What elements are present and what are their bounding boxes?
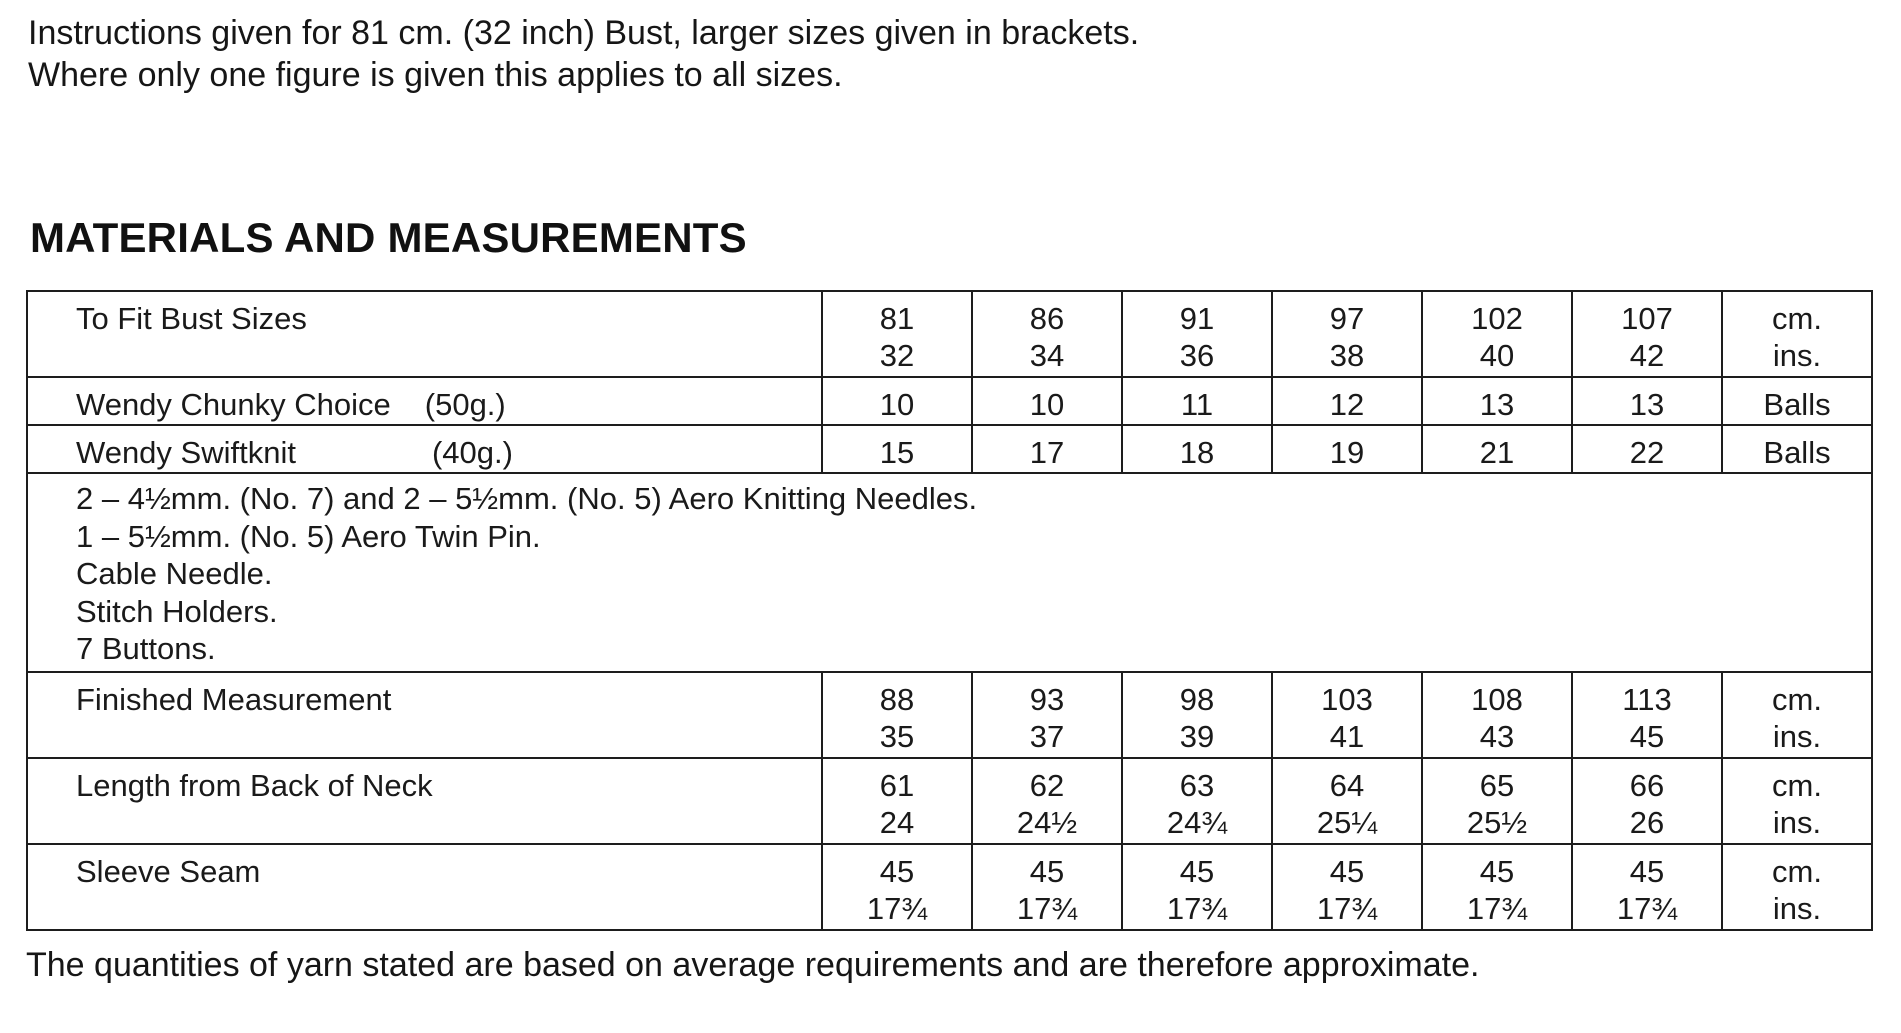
size-cell (972, 291, 1122, 377)
size-cell (972, 672, 1122, 758)
finished-label: Finished Measurement (76, 682, 392, 717)
yarn-chunky-value: 13 (1629, 387, 1665, 422)
sleeve-cm-value: 45 (1179, 854, 1215, 889)
finished-cm-value: 98 (1179, 682, 1215, 717)
unit-cell (1722, 425, 1872, 473)
yarn-swiftknit-value: 22 (1629, 435, 1665, 470)
unit-ins: ins. (1772, 719, 1822, 754)
row-label-cell (27, 672, 822, 758)
size-cell (1572, 758, 1722, 844)
finished-cm-value: 93 (1029, 682, 1065, 717)
size-cell (972, 425, 1122, 473)
bust-ins-value: 42 (1629, 338, 1665, 373)
sleeve-ins-value: 17¾ (1466, 891, 1528, 926)
yarn-chunky-value: 11 (1180, 387, 1214, 422)
yarn-swiftknit-row (27, 425, 1872, 473)
equipment-item: 1 – 5½mm. (No. 5) Aero Twin Pin. (76, 518, 541, 554)
size-cell (1572, 672, 1722, 758)
finished-measurement-row (27, 672, 1872, 758)
equipment-item: 2 – 4½mm. (No. 7) and 2 – 5½mm. (No. 5) Aero Knitting Needles. (76, 481, 978, 516)
unit-cm: cm. (1772, 301, 1822, 336)
size-cell (1122, 425, 1272, 473)
yarn-chunky-value: 13 (1479, 387, 1515, 422)
size-cell (972, 758, 1122, 844)
equipment-row (27, 473, 1872, 672)
size-cell (972, 377, 1122, 425)
size-cell (972, 844, 1122, 930)
row-label-cell (27, 425, 822, 473)
bust-cm-value: 107 (1621, 301, 1673, 336)
bust-cm-value: 97 (1329, 301, 1365, 336)
bust-sizes-row (27, 291, 1872, 377)
size-cell (1422, 672, 1572, 758)
size-cell (822, 377, 972, 425)
length-cm-value: 61 (879, 768, 915, 803)
unit-cell (1722, 758, 1872, 844)
bust-cm-value: 81 (879, 301, 915, 336)
equipment-item: Stitch Holders. (76, 593, 278, 629)
size-cell (822, 672, 972, 758)
size-cell (1422, 425, 1572, 473)
length-cm-value: 65 (1479, 768, 1515, 803)
finished-cm-value: 103 (1321, 682, 1373, 717)
intro-line: Where only one figure is given this applies to all sizes. (28, 56, 843, 94)
size-cell (1572, 291, 1722, 377)
bust-ins-value: 38 (1329, 338, 1365, 373)
size-cell (822, 844, 972, 930)
yarn-swiftknit-value: 15 (879, 435, 915, 470)
size-cell (1272, 291, 1422, 377)
intro-text (28, 12, 1139, 96)
size-cell (1272, 425, 1422, 473)
size-cell (1422, 844, 1572, 930)
yarn-chunky-value: 12 (1329, 387, 1365, 422)
size-cell (1122, 758, 1272, 844)
yarn-swiftknit-value: 21 (1479, 435, 1515, 470)
finished-ins-value: 39 (1179, 719, 1215, 754)
bust-ins-value: 36 (1179, 338, 1215, 373)
size-cell (1572, 425, 1722, 473)
row-label-cell (27, 844, 822, 930)
size-cell (822, 425, 972, 473)
size-cell (1122, 377, 1272, 425)
row-label-cell (27, 291, 822, 377)
finished-ins-value: 41 (1329, 719, 1365, 754)
finished-cm-value: 113 (1622, 682, 1672, 717)
bust-ins-value: 34 (1029, 338, 1065, 373)
finished-ins-value: 45 (1629, 719, 1665, 754)
bust-cm-value: 91 (1179, 301, 1215, 336)
size-cell (1422, 758, 1572, 844)
size-cell (1122, 844, 1272, 930)
yarn-swiftknit-value: 19 (1329, 435, 1365, 470)
unit-balls: Balls (1763, 387, 1831, 422)
bust-cm-value: 102 (1471, 301, 1523, 336)
length-cm-value: 63 (1179, 768, 1215, 803)
size-cell (822, 291, 972, 377)
unit-cell (1722, 377, 1872, 425)
materials-table (26, 290, 1873, 931)
size-cell (1122, 291, 1272, 377)
size-cell (1422, 377, 1572, 425)
section-title: MATERIALS AND MEASUREMENTS (30, 214, 747, 261)
sleeve-label: Sleeve Seam (76, 854, 261, 889)
yarn-chunky-value: 10 (1029, 387, 1065, 422)
unit-ins: ins. (1772, 338, 1822, 373)
bust-cm-value: 86 (1029, 301, 1065, 336)
length-ins-value: 24 (879, 805, 915, 840)
yarn-chunky-value: 10 (879, 387, 915, 422)
equipment-item: Cable Needle. (76, 556, 273, 591)
length-cm-value: 64 (1329, 768, 1365, 803)
unit-balls: Balls (1763, 435, 1831, 470)
unit-cell (1722, 672, 1872, 758)
unit-ins: ins. (1772, 891, 1822, 926)
length-ins-value: 24½ (1016, 805, 1078, 840)
sleeve-ins-value: 17¾ (866, 891, 928, 926)
yarn-chunky-weight: (50g.) (424, 387, 506, 422)
bust-ins-value: 32 (879, 338, 915, 373)
intro-line: Instructions given for 81 cm. (32 inch) Bust, larger sizes given in brackets. (28, 14, 1140, 52)
yarn-swiftknit-weight: (40g.) (431, 435, 513, 470)
size-cell (1272, 844, 1422, 930)
length-ins-value: 26 (1629, 805, 1665, 840)
yarn-swiftknit-value: 17 (1029, 435, 1065, 470)
length-ins-value: 25½ (1466, 805, 1528, 840)
equipment-item: 7 Buttons. (76, 631, 216, 666)
yarn-swiftknit-value: 18 (1179, 435, 1215, 470)
unit-cell (1722, 844, 1872, 930)
length-ins-value: 25¼ (1316, 805, 1378, 840)
length-row (27, 758, 1872, 844)
sleeve-cm-value: 45 (1329, 854, 1365, 889)
size-cell (1422, 291, 1572, 377)
size-cell (1272, 758, 1422, 844)
yarn-swiftknit-label: Wendy Swiftknit (76, 435, 296, 470)
sleeve-ins-value: 17¾ (1166, 891, 1228, 926)
row-label-cell (27, 377, 822, 425)
equipment-cell (27, 473, 1872, 672)
bust-ins-value: 40 (1479, 338, 1515, 373)
size-cell (1272, 672, 1422, 758)
finished-ins-value: 37 (1029, 719, 1065, 754)
length-cm-value: 62 (1029, 768, 1065, 803)
sleeve-seam-row (27, 844, 1872, 930)
bust-sizes-label: To Fit Bust Sizes (76, 301, 307, 336)
length-ins-value: 24¾ (1166, 805, 1228, 840)
sleeve-ins-value: 17¾ (1016, 891, 1078, 926)
finished-cm-value: 88 (879, 682, 915, 717)
size-cell (1572, 377, 1722, 425)
unit-cm: cm. (1772, 768, 1822, 803)
sleeve-ins-value: 17¾ (1316, 891, 1378, 926)
yarn-chunky-row (27, 377, 1872, 425)
yarn-chunky-label: Wendy Chunky Choice (76, 387, 391, 422)
unit-cell (1722, 291, 1872, 377)
sleeve-cm-value: 45 (1479, 854, 1515, 889)
unit-ins: ins. (1772, 805, 1822, 840)
sleeve-cm-value: 45 (1629, 854, 1665, 889)
size-cell (1122, 672, 1272, 758)
size-cell (1272, 377, 1422, 425)
yarn-footnote: The quantities of yarn stated are based on average requirements and are therefore approximate. (26, 946, 1480, 984)
unit-cm: cm. (1772, 854, 1822, 889)
sleeve-ins-value: 17¾ (1616, 891, 1678, 926)
row-label-cell (27, 758, 822, 844)
length-cm-value: 66 (1629, 768, 1665, 803)
size-cell (1572, 844, 1722, 930)
equipment-list (28, 474, 1871, 668)
size-cell (822, 758, 972, 844)
finished-cm-value: 108 (1471, 682, 1523, 717)
length-label: Length from Back of Neck (76, 768, 433, 803)
finished-ins-value: 43 (1479, 719, 1515, 754)
unit-cm: cm. (1772, 682, 1822, 717)
finished-ins-value: 35 (879, 719, 915, 754)
sleeve-cm-value: 45 (1029, 854, 1065, 889)
sleeve-cm-value: 45 (879, 854, 915, 889)
